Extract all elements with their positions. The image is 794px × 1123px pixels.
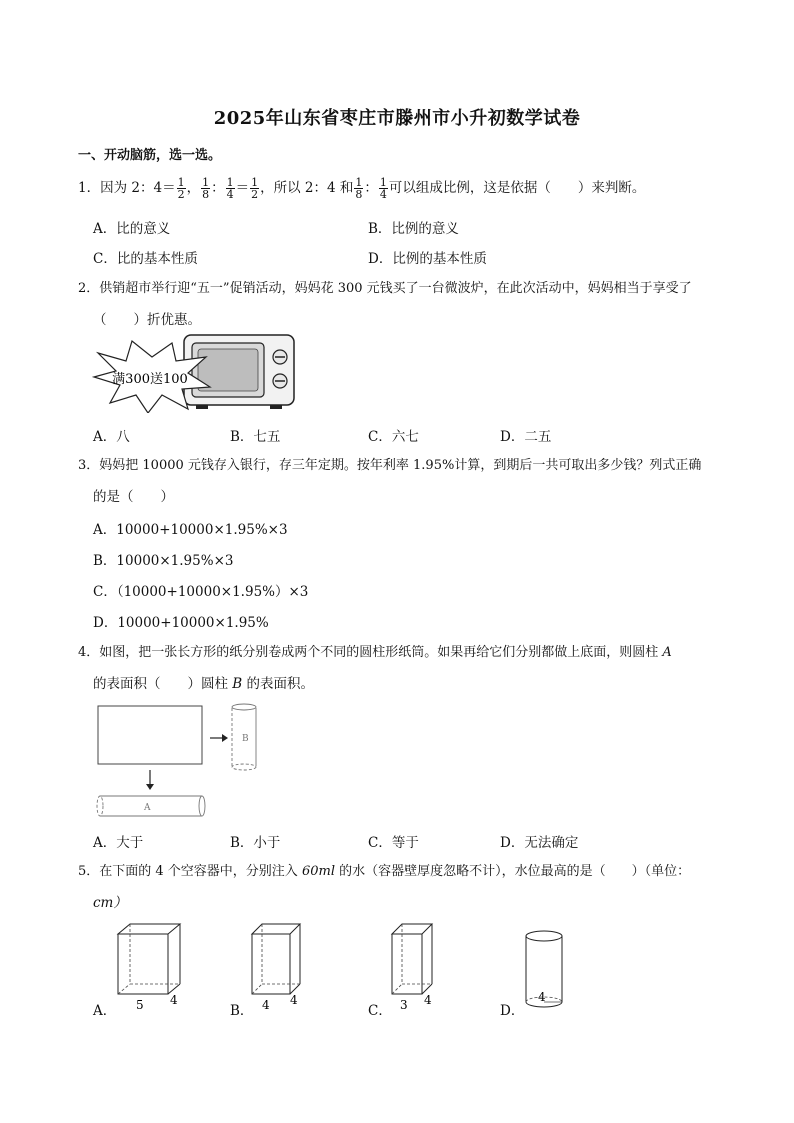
q1-text: ＝: [235, 180, 250, 196]
q3-option-c[interactable]: C．（10000+10000×1.95%）×3: [93, 584, 309, 600]
promo-label: 满300送100: [112, 372, 188, 387]
q5-option-c[interactable]: C．: [368, 1003, 392, 1019]
q3-line-2: 的是（ ）: [93, 489, 174, 505]
q4-option-a[interactable]: A．大于: [93, 835, 144, 851]
denominator: 4: [226, 188, 234, 201]
q3-line-1: 3．妈妈把 10000 元钱存入银行，存三年定期。按年利率 1.95%计算，到期后一共可取出多少钱？列式正确: [78, 458, 702, 473]
numerator: 1: [202, 176, 210, 189]
q5-line-2: cm）: [93, 895, 127, 911]
q5-option-a[interactable]: A．: [93, 1003, 117, 1019]
fraction: [379, 177, 388, 200]
denominator: 2: [177, 188, 185, 201]
q2-line-1: 2．供销超市举行迎“五一”促销活动，妈妈花 300 元钱买了一台微波炉，在此次活动中，妈妈相当于享受了: [78, 281, 692, 296]
q2-option-d[interactable]: D．二五: [500, 429, 552, 445]
dimension-label: 4: [262, 998, 270, 1012]
numerator: 1: [379, 176, 387, 189]
cylinder-a-label: A: [144, 803, 151, 813]
q1-text: ，: [186, 180, 201, 196]
q5-text: 的水（容器壁厚度忽略不计），水位最高的是（ ）（单位：: [334, 864, 691, 879]
q1-text: ，所以 2：4 和: [260, 180, 354, 196]
container-b: [246, 918, 310, 1014]
q3-option-b[interactable]: B．10000×1.95%×3: [93, 553, 234, 569]
denominator: 8: [355, 188, 363, 201]
q2-line-2: （ ）折优惠。: [93, 312, 201, 328]
q1-number: 1．: [78, 180, 101, 196]
q5-text: 5．在下面的 4 个空容器中，分别注入: [78, 864, 302, 879]
fraction: [250, 177, 259, 200]
q1-text: 因为 2：4＝: [100, 180, 176, 196]
q1-option-b[interactable]: B．比例的意义: [368, 221, 459, 237]
numerator: 1: [226, 176, 234, 189]
q4-var-b: B: [232, 676, 243, 692]
dimension-label: 4: [424, 993, 432, 1007]
dimension-label: 4: [538, 990, 546, 1004]
q4-var-a: A: [662, 645, 672, 660]
q3-option-a[interactable]: A．10000+10000×1.95%×3: [93, 522, 288, 538]
q1-text: 可以组成比例，这是依据（ ）来判断。: [388, 180, 646, 196]
q1-option-a[interactable]: A．比的意义: [93, 221, 171, 237]
q1-text: ：: [211, 180, 225, 196]
q5-line-1: [78, 862, 690, 882]
denominator: 4: [379, 188, 387, 201]
numerator: 1: [355, 176, 363, 189]
q1-option-c[interactable]: C．比的基本性质: [93, 251, 198, 267]
dimension-label: 3: [400, 998, 408, 1012]
q4-text: 4．如图，把一张长方形的纸分别卷成两个不同的圆柱形纸筒。如果再给它们分别都做上底面，则圆柱: [78, 645, 663, 660]
q1-text: ：: [364, 180, 378, 196]
microwave-figure: [92, 333, 304, 413]
container-d: [520, 926, 568, 1012]
numerator: 1: [177, 176, 185, 189]
q4-option-d[interactable]: D．无法确定: [500, 835, 579, 851]
q1-option-d[interactable]: D．比例的基本性质: [368, 251, 487, 267]
container-a: [112, 918, 188, 1014]
numerator: 1: [251, 176, 259, 189]
q4-option-c[interactable]: C．等于: [368, 835, 419, 851]
arrow-right-icon: [222, 734, 228, 742]
fraction: [177, 177, 186, 200]
q4-text: 的表面积（ ）圆柱: [93, 676, 233, 692]
q2-option-b[interactable]: B．七五: [230, 429, 281, 445]
paper-roll-figure: [92, 700, 272, 822]
q3-option-d[interactable]: D．10000+10000×1.95%: [93, 615, 269, 631]
dimension-label: 5: [136, 998, 144, 1012]
q4-line-1: [78, 643, 672, 663]
q4-text: 的表面积。: [242, 676, 315, 692]
q2-option-a[interactable]: A．八: [93, 429, 130, 445]
q4-option-b[interactable]: B．小于: [230, 835, 281, 851]
arrow-down-icon: [146, 784, 154, 790]
denominator: 8: [202, 188, 210, 201]
page-title: 2025年山东省枣庄市滕州市小升初数学试卷: [213, 108, 581, 129]
q2-option-c[interactable]: C．六七: [368, 429, 419, 445]
section-heading: 一、开动脑筋，选一选。: [78, 148, 222, 163]
fraction: [354, 177, 363, 200]
fraction: [226, 177, 235, 200]
dimension-label: 4: [170, 993, 178, 1007]
question-1: [78, 177, 645, 200]
q4-line-2: [93, 674, 314, 694]
denominator: 2: [251, 188, 259, 201]
dimension-label: 4: [290, 993, 298, 1007]
cylinder-b-label: B: [242, 734, 249, 744]
fraction: [201, 177, 210, 200]
q5-unit: 60ml: [301, 864, 335, 879]
container-c: [386, 918, 442, 1014]
q5-option-b[interactable]: B．: [230, 1003, 254, 1019]
q5-option-d[interactable]: D．: [500, 1003, 525, 1019]
paper-rectangle: [98, 706, 202, 764]
